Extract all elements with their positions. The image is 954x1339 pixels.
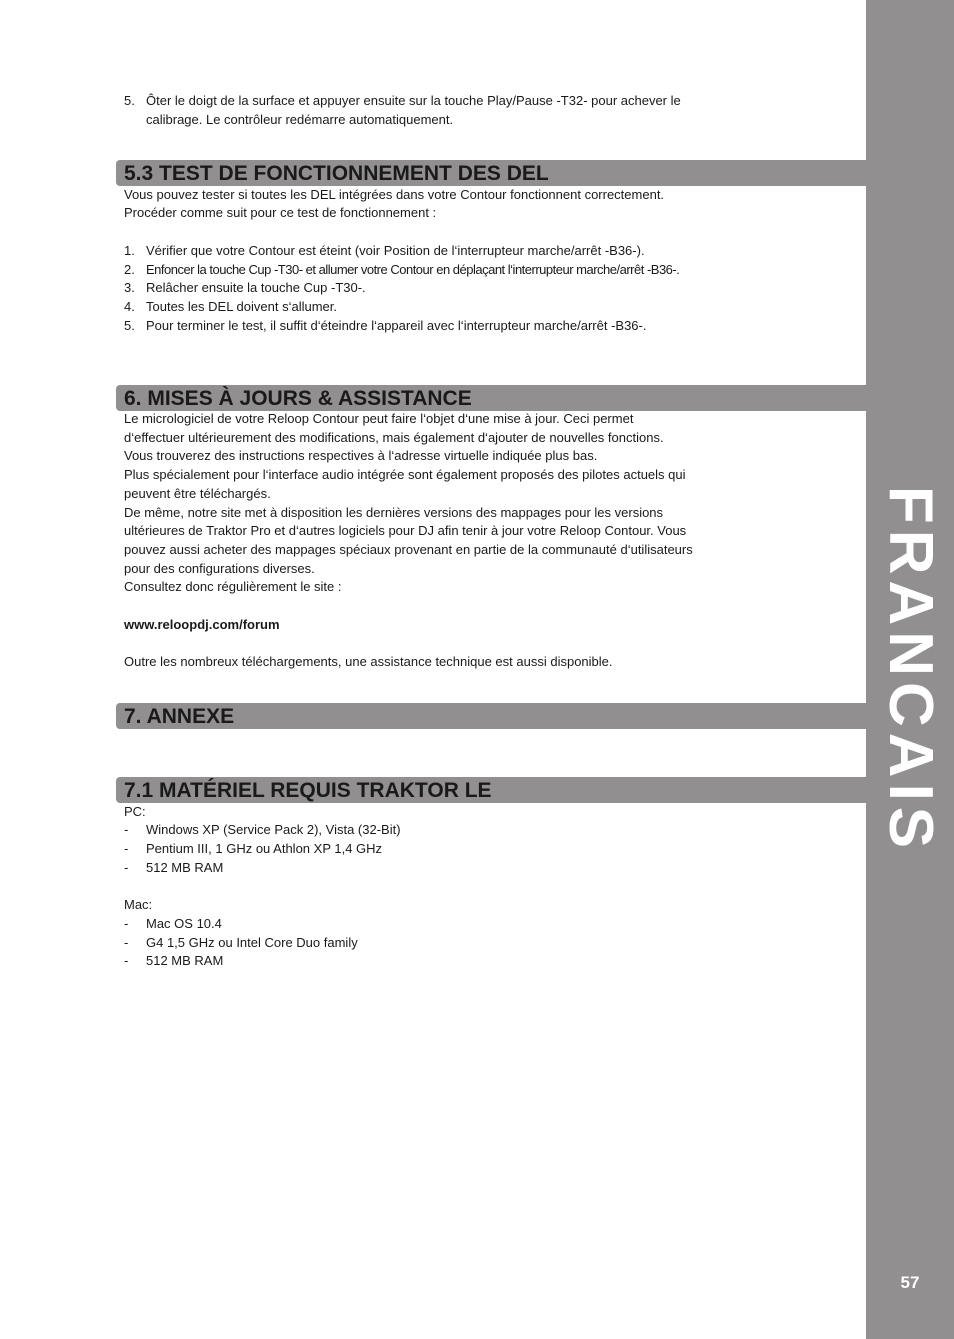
list-text: 512 MB RAM [146,860,224,875]
paragraph-line: d‘effectuer ultérieurement des modifications, mais également d‘ajouter de nouvelles fonctions. [124,430,664,445]
dash-bullet: - [124,935,129,950]
list-text: Enfoncer la touche Cup -T30- et allumer votre Contour en déplaçant l‘interrupteur marche/arrêt -B36-. [146,262,680,277]
list-number: 5. [124,93,135,108]
list-text: Relâcher ensuite la touche Cup -T30-. [146,280,366,295]
list-text: 512 MB RAM [146,953,224,968]
paragraph-line: Procéder comme suit pour ce test de fonctionnement : [124,205,437,220]
page-number: 57 [900,1273,920,1292]
paragraph-line: Le micrologiciel de votre Reloop Contour peut faire l‘objet d‘une mise à jour. Ceci permet [124,411,634,426]
paragraph-line: Outre les nombreux téléchargements, une assistance technique est aussi disponible. [124,654,613,669]
dash-bullet: - [124,860,129,875]
list-number: 4. [124,299,135,314]
list-number: 1. [124,243,135,258]
section-title: 6. MISES À JOURS & ASSISTANCE [124,387,472,410]
paragraph-line: pour des configurations diverses. [124,561,315,576]
paragraph-line: Vous trouverez des instructions respectives à l‘adresse virtuelle indiquée plus bas. [124,448,598,463]
list-number: 3. [124,280,135,295]
paragraph-line: Plus spécialement pour l‘interface audio intégrée sont également proposés des pilotes actuels qui [124,467,686,482]
language-tab-label: FRANCAIS [876,485,945,855]
list-text: Mac OS 10.4 [146,916,222,931]
paragraph-line: pouvez aussi acheter des mappages spéciaux provenant en partie de la communauté d‘utilisateurs [124,542,693,557]
list-text: Pour terminer le test, il suffit d‘éteindre l‘appareil avec l‘interrupteur marche/arrêt -B36-. [146,318,647,333]
paragraph-line: ultérieures de Traktor Pro et d‘autres logiciels pour DJ afin tenir à jour votre Reloop Contour. Vous [124,523,687,538]
dash-bullet: - [124,841,129,856]
list-number: 5. [124,318,135,333]
list-text: calibrage. Le contrôleur redémarre automatiquement. [146,112,454,127]
section-header-6 [116,385,866,411]
dash-bullet: - [124,916,129,931]
paragraph-line: Consultez donc régulièrement le site : [124,579,342,594]
paragraph-line: De même, notre site met à disposition les dernières versions des mappages pour les versions [124,505,664,520]
list-number: 2. [124,262,135,277]
paragraph-line: Vous pouvez tester si toutes les DEL intégrées dans votre Contour fonctionnent correctement. [124,187,665,202]
section-title: 7.1 MATÉRIEL REQUIS TRAKTOR LE [124,779,492,802]
dash-bullet: - [124,822,129,837]
section-header-7 [116,703,866,729]
section-title: 5.3 TEST DE FONCTIONNEMENT DES DEL [124,162,549,185]
mac-label: Mac: [124,897,153,912]
list-text: Pentium III, 1 GHz ou Athlon XP 1,4 GHz [146,841,383,856]
section-header-5-3 [116,160,866,186]
pc-label: PC: [124,804,146,819]
list-text: Toutes les DEL doivent s‘allumer. [146,299,338,314]
list-text: Vérifier que votre Contour est éteint (voir Position de l‘interrupteur marche/arrêt -B36-). [146,243,645,258]
paragraph-line: peuvent être téléchargés. [124,486,271,501]
forum-link[interactable]: www.reloopdj.com/forum [124,617,280,632]
list-text: Ôter le doigt de la surface et appuyer ensuite sur la touche Play/Pause -T32- pour achever le [146,93,681,108]
dash-bullet: - [124,953,129,968]
section-header-7-1 [116,777,866,803]
section-title: 7. ANNEXE [124,705,235,728]
list-text: G4 1,5 GHz ou Intel Core Duo family [146,935,358,950]
list-text: Windows XP (Service Pack 2), Vista (32-Bit) [146,822,401,837]
